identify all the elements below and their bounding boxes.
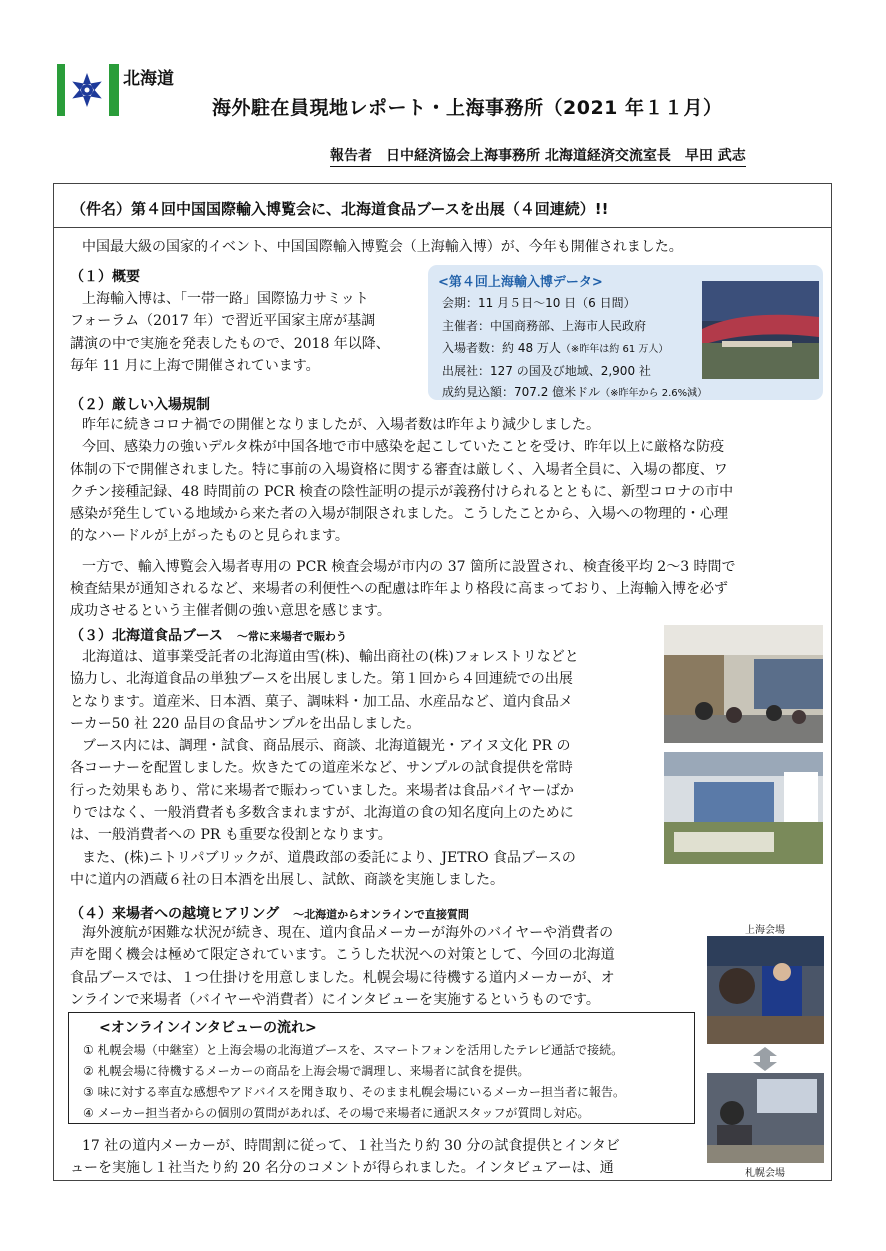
flow-step: ② 札幌会場に待機するメーカーの商品を上海会場で調理し、来場者に試食を提供。 (83, 1064, 530, 1078)
text-line: クチン接種記録、48 時間前の PCR 検査の陰性証明の提示が義務付けられるとともに、新型コロナの市中 (70, 483, 734, 500)
section-1-body (70, 288, 390, 377)
flow-step: ③ 味に対する率直な感想やアドバイスを聞き取り、そのまま札幌会場にいるメーカー担当者に報告。 (83, 1085, 625, 1099)
expo-data-box (428, 265, 823, 400)
intro-paragraph: 中国最大級の国家的イベント、中国国際輸入博覧会（上海輸入博）が、今年も開催されました。 (82, 239, 683, 255)
text-line: 講演の中で実施を発表したもので、2018 年以降、 (70, 335, 390, 352)
reporter-line: 報告者 日中経済協会上海事務所 北海道経済交流室長 早田 武志 (330, 145, 746, 167)
shanghai-venue-photo (707, 936, 824, 1044)
hokkaido-logo (57, 64, 183, 116)
hokkaido-emblem-icon (67, 70, 107, 110)
text-line: 成功させるという主催者側の強い意思を感じます。 (70, 603, 391, 620)
text-line: 協力し、北海道食品の単独ブースを出展しました。第１回から４回連続での出展 (70, 671, 573, 688)
data-row: 会期：11 月５日～10 日（6 日間） (442, 296, 636, 310)
interview-flow-box (68, 1012, 695, 1124)
booth-photo-1 (664, 625, 823, 743)
data-row: 出展社：127 の国及び地域、2,900 社 (442, 364, 651, 378)
sapporo-venue-photo (707, 1073, 824, 1163)
expo-venue-photo (702, 281, 819, 379)
flow-title: <オンラインインタビューの流れ> (99, 1020, 317, 1036)
shanghai-caption: 上海会場 (745, 925, 785, 936)
text-line: 上海輸入博は、「一帯一路」国際協力サミット (82, 291, 369, 307)
section-3-heading: （３）北海道食品ブース ～常に来場者で賑わう (70, 628, 347, 644)
text-line: ンラインで来場者（バイヤーや消費者）にインタビューを実施するというものです。 (70, 991, 600, 1008)
text-line: りではなく、一般消費者も多数含まれますが、北海道の食の知名度向上のために (70, 805, 574, 822)
text-line: となります。道産米、日本酒、菓子、調味料・加工品、水産品など、道内食品メ (70, 693, 573, 710)
data-row: 主催者：中国商務部、上海市人民政府 (442, 319, 647, 333)
double-arrow-icon (750, 1047, 780, 1071)
text-line: 行った効果もあり、常に来場者で賑わっていました。来場者は食品バイヤーばか (70, 782, 574, 799)
section-1-heading: （１）概要 (70, 269, 140, 285)
section-4-heading: （４）来場者への越境ヒアリング ～北海道からオンラインで直接質問 (70, 906, 469, 922)
subject-title: （件名）第４回中国国際輸入博覧会に、北海道食品ブースを出展（４回連続）!! (71, 200, 609, 218)
text-line: 今回、感染力の強いデルタ株が中国各地で市中感染を起こしていたことを受け、昨年以上に厳格な防疫 (82, 439, 725, 456)
data-row: 成約見込額：707.2 億米ドル（※昨年から 2.6%減） (442, 385, 708, 399)
data-box-title: <第４回上海輸入博データ> (438, 275, 603, 290)
data-row: 入場者数：約 48 万人（※昨年は約 61 万人） (442, 341, 669, 355)
text-line: ブース内には、調理・試食、商品展示、商談、北海道観光・アイヌ文化 PR の (82, 738, 571, 755)
text-line: 北海道は、道事業受託者の北海道由雪(株)、輸出商社の(株)フォレストリなどと (82, 649, 579, 665)
text-line: は、一般消費者への PR も重要な役割となります。 (70, 827, 392, 844)
text-line: フォーラム（2017 年）で習近平国家主席が基調 (70, 313, 376, 330)
sapporo-caption: 札幌会場 (745, 1168, 785, 1179)
report-title: 海外駐在員現地レポート・上海事務所（2021 年１１月） (212, 97, 723, 119)
booth-photo-2 (664, 752, 823, 864)
section-4-body (70, 922, 615, 1011)
text-line: 各コーナーを配置しました。炊きたての道産米など、サンプルの試食提供を常時 (70, 760, 573, 777)
text-line: ーカー50 社 220 品目の食品サンプルを出品しました。 (70, 715, 421, 732)
text-line: 食品ブースでは、１つ仕掛けを用意しました。札幌会場に待機する道内メーカーが、オ (70, 969, 615, 986)
text-line: 感染が発生している地域から来た者の入場が制限されました。こうしたことから、入場への物理的・心理 (70, 506, 728, 523)
text-line: 中に道内の酒蔵６社の日本酒を出展し、試飲、商談を実施しました。 (70, 871, 504, 888)
text-line: ューを実施し１社当たり約 20 名分のコメントが得られました。インタビュアーは、通 (70, 1160, 614, 1177)
logo-text: 北海道 (123, 69, 174, 89)
text-line: 海外渡航が困難な状況が続き、現在、道内食品メーカーが海外のバイヤーや消費者の (82, 925, 614, 941)
section-2-body (70, 414, 736, 623)
text-line: 一方で、輸入博覧会入場者専用の PCR 検査会場が市内の 37 箇所に設置され、検査後平均 2～3 時間で (82, 558, 736, 575)
logo-bar-right (109, 64, 119, 116)
section-2-heading: （２）厳しい入場規制 (70, 397, 210, 413)
section-3-body (70, 646, 579, 891)
text-line: 声を聞く機会は極めて限定されています。こうした状況への対策として、今回の北海道 (70, 947, 615, 964)
text-line: 毎年 11 月に上海で開催されています。 (70, 357, 320, 374)
text-line: 検査結果が通知されるなど、来場者の利便性への配慮は昨年より格段に高まっており、上海輸入博を必ず (70, 581, 728, 598)
flow-step: ④ メーカー担当者からの個別の質問があれば、その場で来場者に通訳スタッフが質問し対応。 (83, 1106, 590, 1120)
section-4-closing (70, 1135, 620, 1180)
text-line: 昨年に続きコロナ禍での開催となりましたが、入場者数は昨年より減少しました。 (82, 417, 600, 433)
text-line: 的なハードルが上がったものと見られます。 (70, 528, 349, 545)
text-line: 体制の下で開催されました。特に事前の入場資格に関する審査は厳しく、入場者全員に、入場の都度、ワ (70, 461, 728, 478)
text-line: 17 社の道内メーカーが、時間割に従って、１社当たり約 30 分の試食提供とインタビ (82, 1138, 620, 1154)
flow-step: ① 札幌会場（中継室）と上海会場の北海道ブースを、スマートフォンを活用したテレビ通話で接続。 (83, 1043, 624, 1057)
text-line: また、(株)ニトリパブリックが、道農政部の委託により、JETRO 食品ブースの (82, 849, 576, 866)
logo-bar-left (57, 64, 65, 116)
